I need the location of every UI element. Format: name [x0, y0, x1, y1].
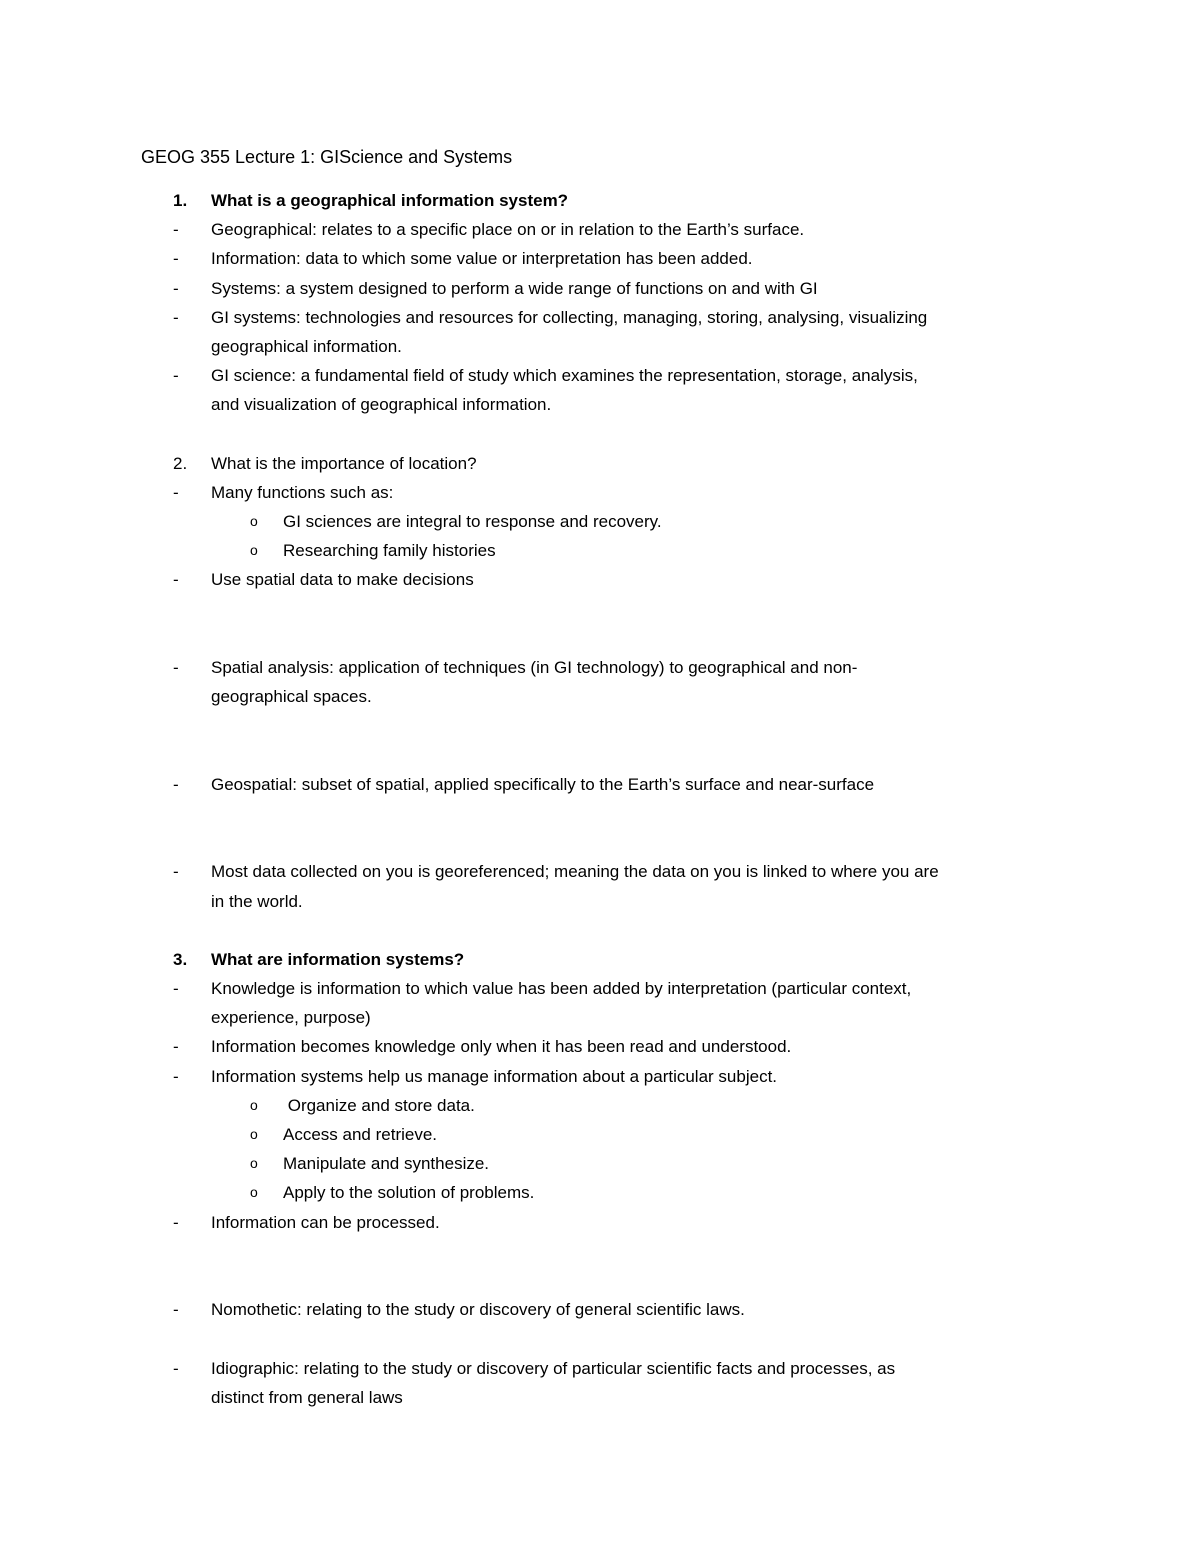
list-item: [0, 1295, 1200, 1324]
item-text: Information systems help us manage information about a particular subject.: [211, 1066, 778, 1086]
list-item-continuation: [0, 332, 1200, 361]
item-text: GI sciences are integral to response and recovery.: [283, 512, 662, 532]
dash-bullet: -: [173, 658, 179, 677]
list-item: [0, 303, 1200, 332]
item-text: Systems: a system designed to perform a wide range of functions on and with GI: [211, 278, 818, 298]
list-item: [0, 974, 1200, 1003]
dash-bullet: -: [173, 249, 179, 269]
item-text: geographical information.: [211, 336, 402, 356]
section-3-heading: [0, 945, 1200, 974]
blank-line: [0, 741, 1200, 770]
circle-bullet: o: [250, 1096, 258, 1113]
list-item: [0, 857, 1200, 886]
blank-line: [0, 828, 1200, 857]
blank-line: [0, 624, 1200, 653]
blank-line: [0, 1266, 1200, 1295]
blank-line: [0, 916, 1200, 945]
list-item: [0, 244, 1200, 273]
item-text: distinct from general laws: [211, 1387, 403, 1407]
list-item-continuation: [0, 887, 1200, 916]
circle-bullet: o: [250, 542, 258, 559]
heading-text: What are information systems?: [211, 949, 465, 969]
sub-list-item: [0, 1120, 1200, 1149]
item-text: Many functions such as:: [211, 482, 394, 502]
item-text: Geographical: relates to a specific place on or in relation to the Earth’s surface.: [211, 220, 805, 240]
circle-bullet: o: [250, 513, 258, 530]
list-number: 2.: [173, 453, 188, 473]
section-2-heading: [0, 449, 1200, 478]
item-text: Information becomes knowledge only when it has been read and understood.: [211, 1037, 792, 1057]
list-item: [0, 1032, 1200, 1061]
section-1-heading: [0, 186, 1200, 215]
item-text: and visualization of geographical information.: [211, 395, 552, 415]
dash-bullet: -: [173, 774, 179, 794]
list-number: 3.: [173, 949, 188, 969]
sub-list-item: [0, 507, 1200, 536]
dash-bullet: -: [173, 1037, 179, 1057]
dash-bullet: -: [173, 862, 179, 882]
sub-list-item: [0, 1178, 1200, 1207]
list-item: [0, 770, 1200, 799]
dash-bullet: -: [173, 1300, 179, 1320]
list-item-continuation: [0, 1003, 1200, 1032]
document-title: GEOG 355 Lecture 1: GIScience and Systems: [141, 147, 513, 167]
list-item: [0, 478, 1200, 507]
item-text: Information: data to which some value or interpretation has been added.: [211, 249, 753, 269]
sub-list-item: [0, 536, 1200, 565]
dash-bullet: -: [173, 307, 179, 327]
sub-list-item: [0, 1091, 1200, 1120]
circle-bullet: o: [250, 1155, 258, 1172]
heading-text: What is a geographical information system?: [211, 191, 569, 210]
list-item-continuation: [0, 1383, 1200, 1412]
item-text: GI systems: technologies and resources for collecting, managing, storing, analysing, visualizing: [211, 307, 928, 327]
list-item-continuation: [0, 682, 1200, 711]
list-item: [0, 215, 1200, 244]
list-item: [0, 1354, 1200, 1383]
dash-bullet: -: [173, 1212, 179, 1232]
list-item-continuation: [0, 390, 1200, 419]
list-item: [0, 274, 1200, 303]
dash-bullet: -: [173, 979, 179, 999]
dash-bullet: -: [173, 1066, 179, 1086]
item-text: in the world.: [211, 891, 303, 911]
item-text: Access and retrieve.: [283, 1125, 438, 1144]
list-item: [0, 565, 1200, 594]
circle-bullet: o: [250, 1126, 258, 1142]
blank-line: [0, 711, 1200, 740]
dash-bullet: -: [173, 278, 179, 298]
blank-line: [0, 595, 1200, 624]
blank-line: [0, 799, 1200, 828]
dash-bullet: -: [173, 1358, 179, 1378]
blank-line: [0, 1237, 1200, 1266]
list-item: [0, 653, 1200, 682]
item-text: Apply to the solution of problems.: [283, 1183, 535, 1203]
heading-text: What is the importance of location?: [211, 453, 477, 473]
list-item: [0, 361, 1200, 390]
list-number: 1.: [173, 191, 188, 210]
dash-bullet: -: [173, 366, 179, 386]
item-text: Use spatial data to make decisions: [211, 570, 474, 590]
item-text: Nomothetic: relating to the study or discovery of general scientific laws.: [211, 1300, 745, 1320]
dash-bullet: -: [173, 220, 179, 240]
item-text: experience, purpose): [211, 1008, 371, 1028]
circle-bullet: o: [250, 1184, 258, 1201]
blank-line: [0, 420, 1200, 449]
item-text: Spatial analysis: application of techniques (in GI technology) to geographical and non-: [211, 658, 858, 677]
item-text: Information can be processed.: [211, 1212, 440, 1232]
item-text: geographical spaces.: [211, 687, 372, 707]
item-text: Idiographic: relating to the study or discovery of particular scientific facts and processes, as: [211, 1358, 896, 1378]
item-text: Manipulate and synthesize.: [283, 1154, 490, 1174]
item-text: GI science: a fundamental field of study which examines the representation, storage, analysis,: [211, 366, 918, 386]
dash-bullet: -: [173, 570, 179, 590]
item-text: Organize and store data.: [283, 1095, 475, 1115]
list-item: [0, 1208, 1200, 1237]
blank-line: [0, 1324, 1200, 1353]
dash-bullet: -: [173, 482, 179, 502]
item-text: Researching family histories: [283, 541, 496, 561]
sub-list-item: [0, 1149, 1200, 1178]
document-body: [0, 186, 1200, 1412]
list-item: [0, 1062, 1200, 1091]
item-text: Geospatial: subset of spatial, applied specifically to the Earth’s surface and near-surface: [211, 774, 875, 794]
item-text: Most data collected on you is georeferenced; meaning the data on you is linked to where you are: [211, 862, 939, 882]
item-text: Knowledge is information to which value has been added by interpretation (particular context,: [211, 979, 912, 999]
